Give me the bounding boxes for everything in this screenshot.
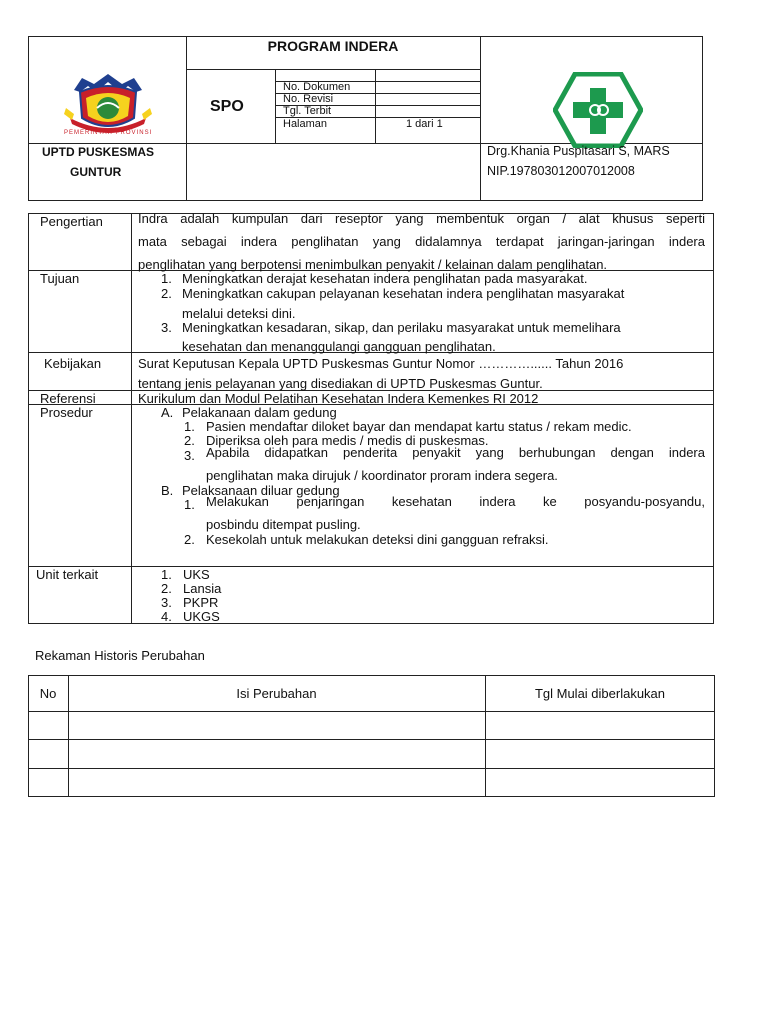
- row-divider-prosedur: [28, 566, 714, 567]
- label-pengertian: Pengertian: [40, 214, 103, 229]
- org-name-line2: GUNTUR: [70, 165, 122, 179]
- puskesmas-logo: [553, 72, 643, 148]
- history-row-divider: [28, 711, 715, 712]
- label-kebijakan: Kebijakan: [44, 356, 102, 371]
- unit-number: 4.: [161, 609, 172, 624]
- tujuan-item-text: Meningkatkan cakupan pelayanan kesehatan indera penglihatan masyarakat: [182, 286, 625, 301]
- prosedur-b-marker: B.: [161, 483, 174, 498]
- tujuan-item-text: melalui deteksi dini.: [182, 306, 296, 321]
- prosedur-b-title: Pelaksanaan diluar gedung: [182, 483, 340, 498]
- unit-name: PKPR: [183, 595, 219, 610]
- pengertian-line: mata sebagai indera penglihatan yang didalamnya terdapat jaringan-jaringan indera: [138, 234, 705, 249]
- program-title: PROGRAM INDERA: [267, 38, 399, 54]
- label-unit-terkait: Unit terkait: [36, 567, 99, 582]
- history-row-divider: [28, 768, 715, 769]
- referensi-text: Kurikulum dan Modul Pelatihan Kesehatan Indera Kemenkes RI 2012: [138, 391, 539, 406]
- label-tujuan: Tujuan: [40, 271, 80, 286]
- regional-crest-logo: [64, 68, 152, 142]
- spo-label: SPO: [210, 98, 244, 115]
- header-divider-left: [186, 36, 187, 201]
- prosedur-b-number: 1.: [184, 497, 195, 512]
- label-prosedur: Prosedur: [40, 405, 93, 420]
- label-referensi: Referensi: [40, 391, 96, 406]
- content-label-divider: [131, 213, 132, 624]
- prosedur-b-text: posbindu ditempat pusling.: [206, 517, 361, 532]
- doc-label-terbit: Tgl. Terbit: [283, 105, 332, 117]
- doc-label-revisi: No. Revisi: [283, 93, 334, 105]
- history-header-tgl: Tgl Mulai diberlakukan: [534, 686, 666, 701]
- prosedur-a-number: 1.: [184, 419, 195, 434]
- pengertian-line: Indra adalah kumpulan dari reseptor yang membentuk organ / alat khusus seperti: [138, 211, 705, 226]
- history-header-no: No: [39, 686, 57, 701]
- prosedur-a-number: 2.: [184, 433, 195, 448]
- puskesmas-cross-icon: [553, 72, 643, 148]
- unit-name: UKGS: [183, 609, 220, 624]
- tujuan-item-text: Meningkatkan derajat kesehatan indera penglihatan pada masyarakat.: [182, 271, 588, 286]
- unit-name: UKS: [183, 567, 210, 582]
- history-row-divider: [28, 739, 715, 740]
- prosedur-b-number: 2.: [184, 532, 195, 547]
- signer-name: Drg.Khania Puspitasari S, MARS: [487, 144, 670, 158]
- org-name-line1: UPTD PUSKESMAS: [42, 145, 155, 159]
- kebijakan-line: Surat Keputusan Kepala UPTD Puskesmas Guntur Nomor …………...... Tahun 2016: [138, 356, 624, 371]
- tujuan-item-number: 1.: [161, 271, 172, 286]
- unit-number: 1.: [161, 567, 172, 582]
- prosedur-a-text: Diperiksa oleh para medis / medis di puskesmas.: [206, 433, 489, 448]
- header-title-divider: [186, 69, 480, 70]
- history-title: Rekaman Historis Perubahan: [35, 648, 205, 663]
- doc-halaman-value: 1 dari 1: [406, 118, 443, 130]
- history-header-isi: Isi Perubahan: [236, 686, 317, 701]
- prosedur-b-text: Kesekolah untuk melakukan deteksi dini gangguan refraksi.: [206, 532, 549, 547]
- doc-label-halaman: Halaman: [283, 118, 328, 130]
- tujuan-item-number: 3.: [161, 320, 172, 335]
- prosedur-a-marker: A.: [161, 405, 174, 420]
- pengertian-line: penglihatan yang berpotensi menimbulkan penyakit / kelainan dalam penglihatan.: [138, 257, 608, 272]
- unit-name: Lansia: [183, 581, 222, 596]
- tujuan-item-text: kesehatan dan menanggulangi gangguan penglihatan.: [182, 339, 496, 354]
- prosedur-a-text: Apabila didapatkan penderita penyakit yang berhubungan dengan indera: [206, 445, 705, 460]
- doc-label-nomor: No. Dokumen: [283, 81, 351, 93]
- unit-number: 2.: [161, 581, 172, 596]
- header-divider-right: [480, 36, 481, 201]
- prosedur-b-text: Melakukan penjaringan kesehatan indera ke posyandu-posyandu,: [206, 494, 705, 509]
- prosedur-a-text: penglihatan maka dirujuk / koordinator proram indera segera.: [206, 468, 558, 483]
- crest-caption: PEMERINTAH PROVINSI: [64, 130, 153, 136]
- tujuan-item-text: Meningkatkan kesadaran, sikap, dan perilaku masyarakat untuk memelihara: [182, 320, 621, 335]
- prosedur-a-number: 3.: [184, 448, 195, 463]
- tujuan-item-number: 2.: [161, 286, 172, 301]
- prosedur-a-text: Pasien mendaftar diloket bayar dan mendapat kartu status / rekam medic.: [206, 419, 632, 434]
- prosedur-a-title: Pelakanaan dalam gedung: [182, 405, 337, 420]
- kebijakan-line: tentang jenis pelayanan yang disediakan di UPTD Puskesmas Guntur.: [138, 376, 543, 391]
- unit-number: 3.: [161, 595, 172, 610]
- signer-nip: NIP.197803012007012008: [487, 164, 635, 178]
